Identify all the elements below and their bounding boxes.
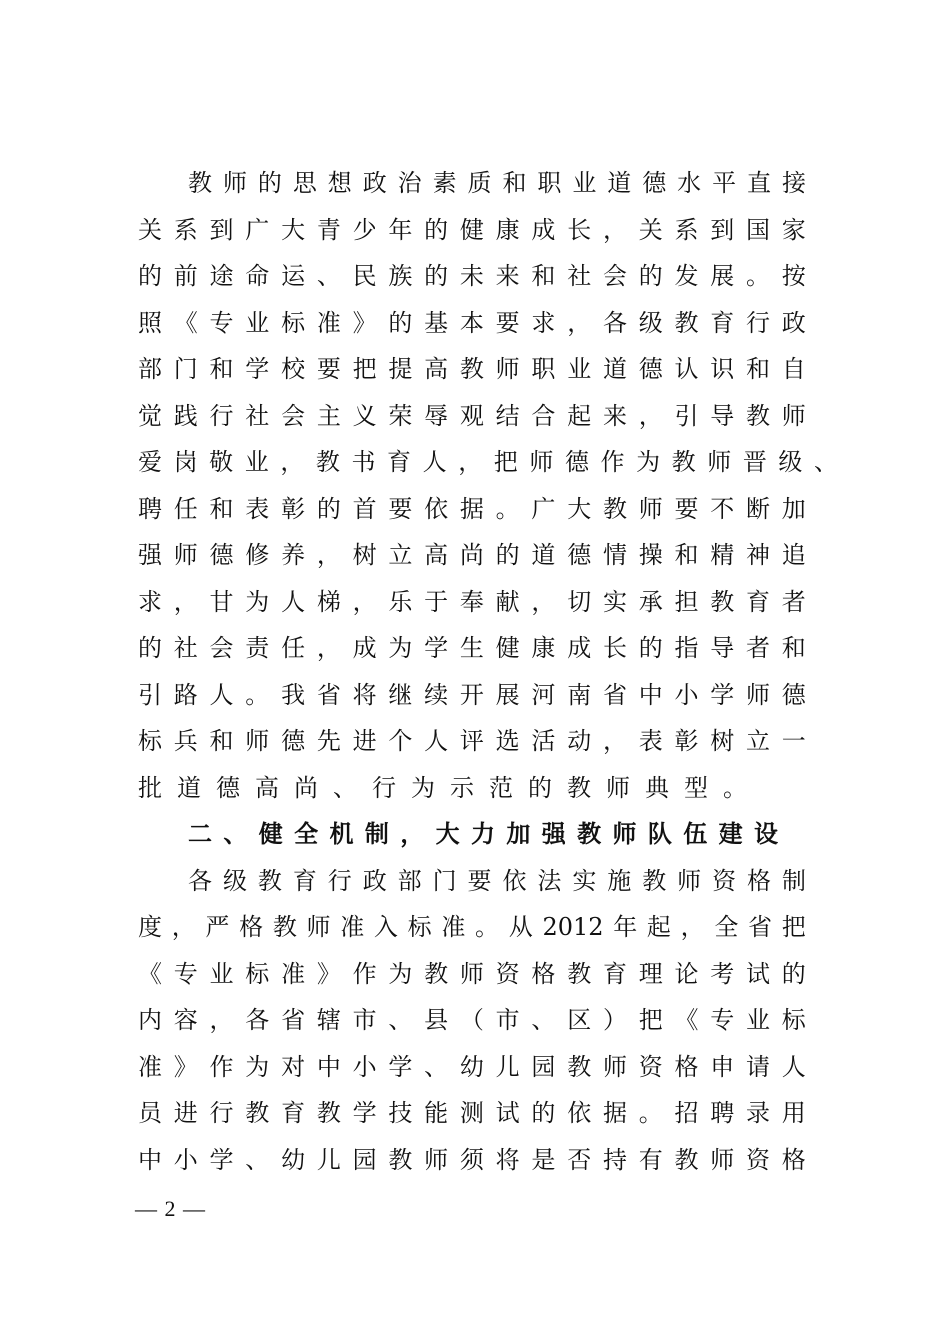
text-line: 员 进 行 教 育 教 学 技 能 测 试 的 依 据 。 招 聘 录 用	[138, 1099, 806, 1127]
text-line: 关 系 到 广 大 青 少 年 的 健 康 成 长 ， 关 系 到 国 家	[138, 215, 806, 244]
text-line: 求 ， 甘 为 人 梯 ， 乐 于 奉 献 ， 切 实 承 担 教 育 者	[138, 587, 806, 616]
text-line: 度 ， 严 格 教 师 准 入 标 准 。 从 2012 年 起 ， 全 省 把	[138, 913, 806, 941]
text-line: 照 《 专 业 标 准 》 的 基 本 要 求 ， 各 级 教 育 行 政	[138, 308, 806, 337]
text-line: 各 级 教 育 行 政 部 门 要 依 法 实 施 教 师 资 格 制	[188, 866, 806, 895]
text-line: 强 师 德 修 养 ， 树 立 高 尚 的 道 德 情 操 和 精 神 追	[138, 541, 806, 569]
text-line: 的 社 会 责 任 ， 成 为 学 生 健 康 成 长 的 指 导 者 和	[138, 634, 806, 662]
section-heading: 二 、 健 全 机 制 ， 大 力 加 强 教 师 队 伍 建 设	[188, 820, 778, 848]
text-line: 聘 任 和 表 彰 的 首 要 依 据 。 广 大 教 师 要 不 断 加	[138, 494, 806, 523]
body-text	[138, 160, 838, 1183]
paragraph-teacher-ethics	[138, 160, 838, 811]
text-line: 引 路 人 。 我 省 将 继 续 开 展 河 南 省 中 小 学 师 德	[138, 680, 806, 709]
text-line: 《 专 业 标 准 》 作 为 教 师 资 格 教 育 理 论 考 试 的	[138, 959, 806, 988]
text-line: 教 师 的 思 想 政 治 素 质 和 职 业 道 德 水 平 直 接	[188, 169, 806, 197]
paragraph-teacher-qualification	[138, 858, 838, 1184]
page-number: — 2 —	[135, 1196, 206, 1221]
text-line: 标 兵 和 师 德 先 进 个 人 评 选 活 动 ， 表 彰 树 立 一	[138, 727, 806, 755]
text-line: 的 前 途 命 运 、 民 族 的 未 来 和 社 会 的 发 展 。 按	[138, 262, 806, 290]
text-line: 中 小 学 、 幼 儿 园 教 师 须 将 是 否 持 有 教 师 资 格	[138, 1145, 806, 1174]
text-line: 准 》 作 为 对 中 小 学 、 幼 儿 园 教 师 资 格 申 请 人	[138, 1052, 806, 1081]
text-line: 批 道 德 高 尚 、 行 为 示 范 的 教 师 典 型 。	[138, 773, 762, 802]
text-line: 内 容 ， 各 省 辖 市 、 县 （ 市 、 区 ） 把 《 专 业 标	[138, 1006, 806, 1034]
text-line: 爱 岗 敬 业 ， 教 书 育 人 ， 把 师 德 作 为 教 师 晋 级 、	[138, 448, 838, 476]
text-line: 觉 践 行 社 会 主 义 荣 辱 观 结 合 起 来 ， 引 导 教 师	[138, 401, 806, 430]
text-line: 部 门 和 学 校 要 把 提 高 教 师 职 业 道 德 认 识 和 自	[138, 355, 806, 383]
